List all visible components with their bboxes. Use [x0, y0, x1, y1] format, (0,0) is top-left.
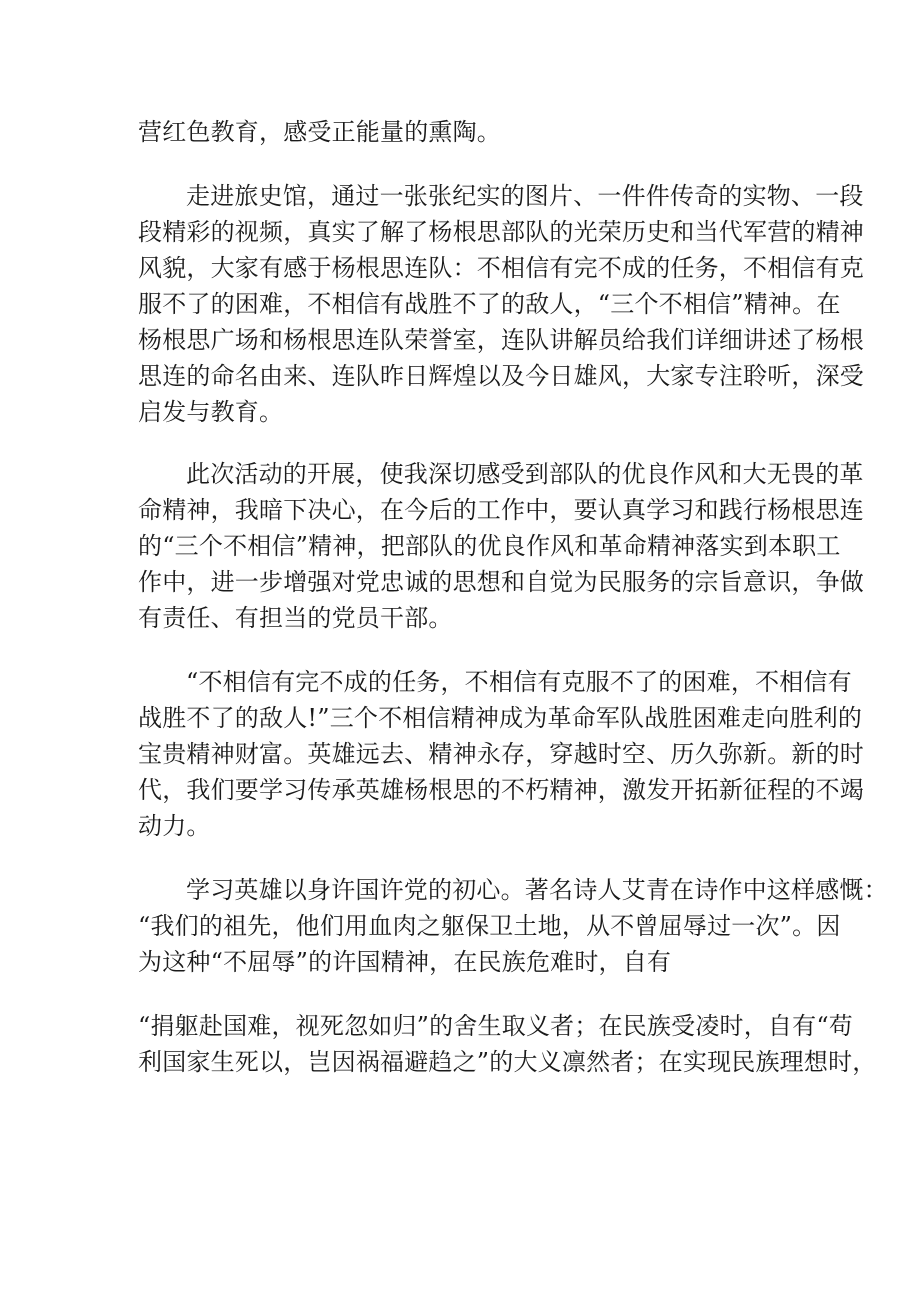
text-line: 营红色教育，感受正能量的熏陶。: [138, 118, 501, 146]
text-line: 启发与教育。: [138, 398, 284, 426]
text-line: 走进旅史馆，通过一张张纪实的图片、一件件传奇的实物、一段: [186, 182, 864, 210]
text-line: 利国家生死以，岂因祸福避趋之”的大义凛然者；在实现民族理想时，: [138, 1048, 877, 1076]
text-line: 战胜不了的敌人!”三个不相信精神成为革命军队战胜困难走向胜利的: [138, 704, 863, 732]
text-line: “捐躯赴国难，视死忽如归”的舍生取义者；在民族受凌时，自有“苟: [138, 1012, 854, 1040]
text-line: 宝贵精神财富。英雄远去、精神永存，穿越时空、历久弥新。新的时: [138, 740, 864, 768]
text-line: 动力。: [138, 812, 211, 840]
text-line: 的“三个不相信”精神，把部队的优良作风和革命精神落实到本职工: [138, 532, 841, 560]
text-line: 杨根思广场和杨根思连队荣誉室，连队讲解员给我们详细讲述了杨根: [138, 326, 864, 354]
text-line: 命精神，我暗下决心，在今后的工作中，要认真学习和践行杨根思连: [138, 496, 864, 524]
text-line: 学习英雄以身许国许党的初心。著名诗人艾青在诗作中这样感慨：: [186, 876, 888, 904]
text-line: 风貌，大家有感于杨根思连队：不相信有完不成的任务，不相信有克: [138, 254, 864, 282]
text-line: 有责任、有担当的党员干部。: [138, 604, 453, 632]
text-line: 段精彩的视频，真实了解了杨根思部队的光荣历史和当代军营的精神: [138, 218, 864, 246]
text-line: 为这种“不屈辱”的许国精神，在民族危难时，自有: [138, 948, 672, 976]
text-line: “我们的祖先，他们用血肉之躯保卫土地，从不曾屈辱过一次”。因: [138, 912, 841, 940]
text-line: 作中，进一步增强对党忠诚的思想和自觉为民服务的宗旨意识，争做: [138, 568, 864, 596]
text-line: “不相信有完不成的任务，不相信有克服不了的困难，不相信有: [186, 668, 852, 696]
text-line: 代，我们要学习传承英雄杨根思的不朽精神，激发开拓新征程的不竭: [138, 776, 864, 804]
text-line: 服不了的困难，不相信有战胜不了的敌人，“三个不相信”精神。在: [138, 290, 841, 318]
text-line: 思连的命名由来、连队昨日辉煌以及今日雄风，大家专注聆听，深受: [138, 362, 864, 390]
text-line: 此次活动的开展，使我深切感受到部队的优良作风和大无畏的革: [186, 460, 864, 488]
